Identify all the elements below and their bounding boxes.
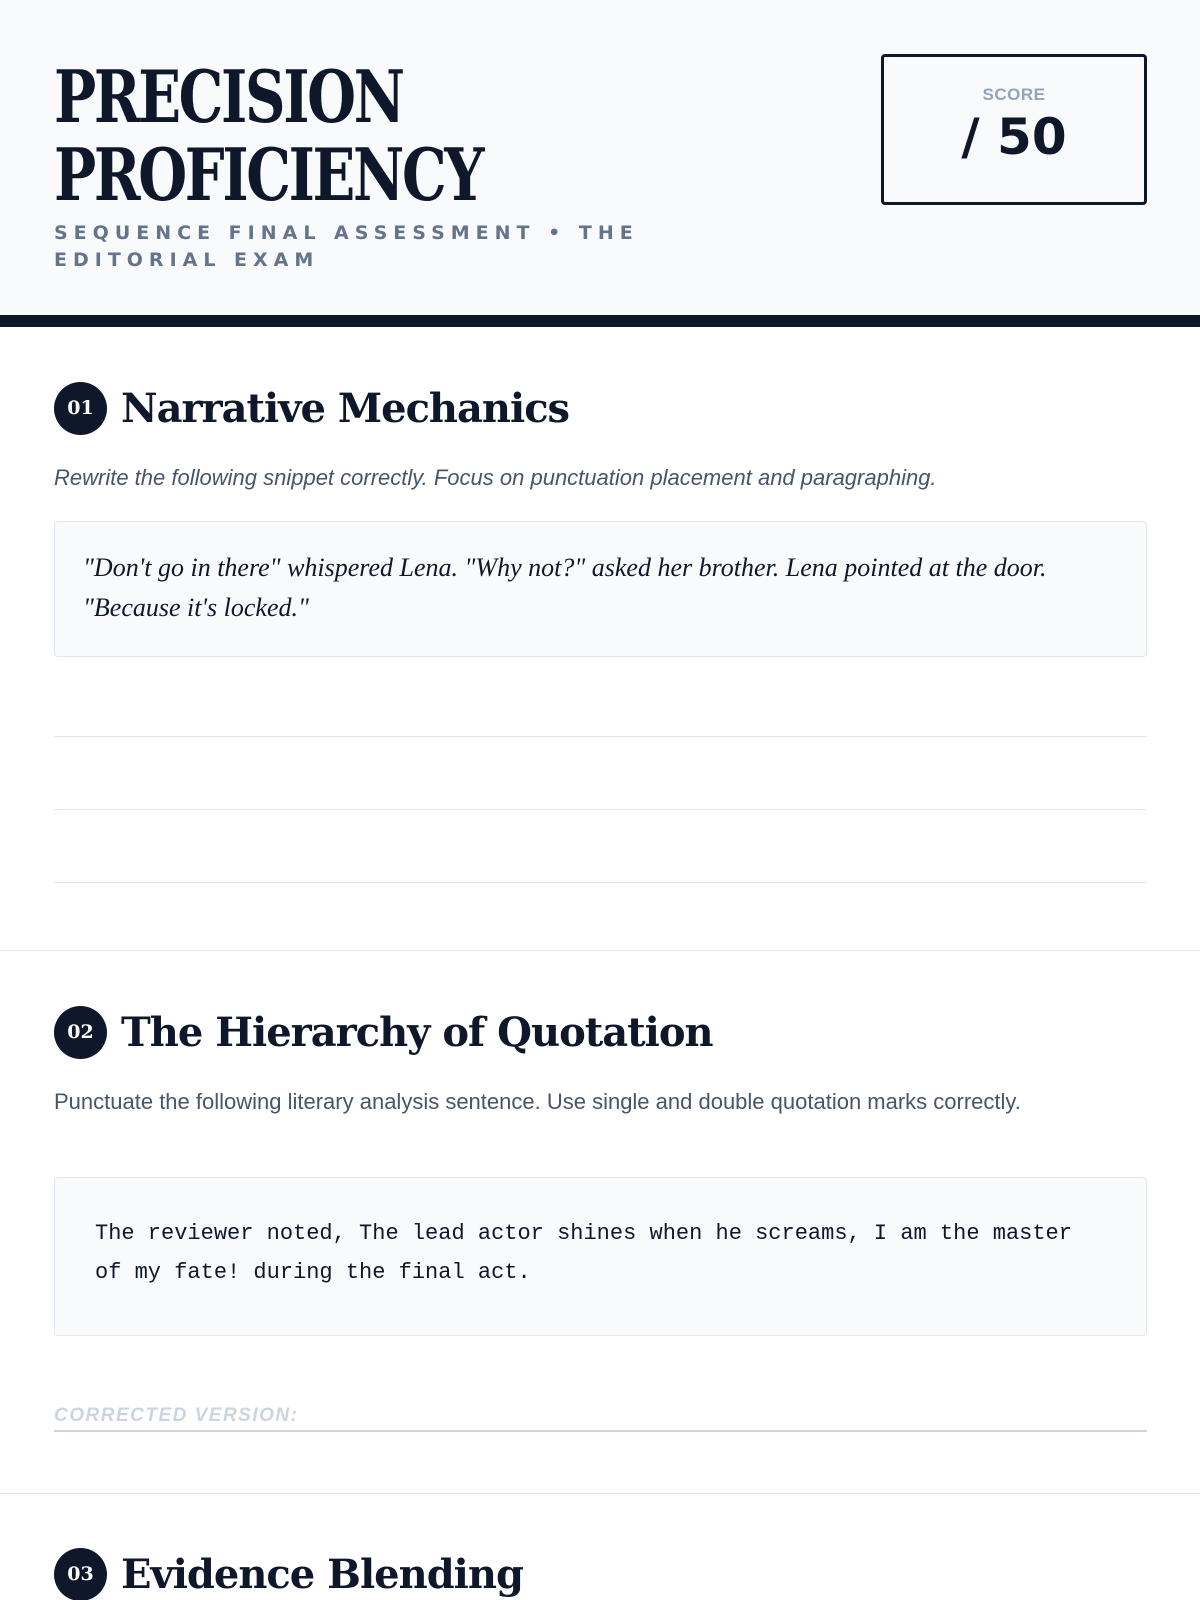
answer-line[interactable] bbox=[54, 809, 1147, 810]
answer-line[interactable] bbox=[54, 736, 1147, 737]
source-excerpt: The reviewer noted, The lead actor shines when he screams, I am the master of my fate! during the final act. bbox=[54, 1177, 1147, 1336]
section-evidence-blending bbox=[0, 1494, 1200, 1600]
exam-header bbox=[0, 0, 1200, 327]
corrected-version-line[interactable] bbox=[54, 1430, 1147, 1432]
score-box bbox=[881, 54, 1147, 205]
section-narrative-mechanics bbox=[0, 327, 1200, 951]
page-title bbox=[54, 54, 483, 217]
section-heading bbox=[54, 1547, 523, 1600]
section-instruction: Rewrite the following snippet correctly. Focus on punctuation placement and paragraphing. bbox=[54, 465, 937, 490]
section-title: The Hierarchy of Quotation bbox=[121, 1008, 713, 1056]
corrected-version-label: CORRECTED VERSION: bbox=[54, 1405, 299, 1426]
section-instruction: Punctuate the following literary analysis sentence. Use single and double quotation marks correctly. bbox=[54, 1089, 1021, 1114]
title-line-2: PROFICIENCY bbox=[54, 132, 483, 217]
section-heading bbox=[54, 1005, 713, 1059]
source-excerpt: "Don't go in there" whispered Lena. "Why not?" asked her brother. Lena pointed at the door. "Because it's locked." bbox=[54, 521, 1147, 657]
title-line-1: PRECISION bbox=[54, 54, 403, 139]
answer-line[interactable] bbox=[54, 882, 1147, 883]
section-title: Evidence Blending bbox=[121, 1550, 523, 1598]
section-number-badge: 01 bbox=[54, 382, 107, 435]
exam-subtitle: SEQUENCE FINAL ASSESSMENT • THE EDITORIAL EXAM bbox=[54, 222, 639, 271]
section-title: Narrative Mechanics bbox=[121, 384, 570, 432]
section-number-badge: 03 bbox=[54, 1548, 107, 1600]
score-label: SCORE bbox=[982, 85, 1046, 104]
score-value: / 50 bbox=[961, 108, 1067, 166]
section-number-badge: 02 bbox=[54, 1006, 107, 1059]
section-heading bbox=[54, 381, 569, 435]
